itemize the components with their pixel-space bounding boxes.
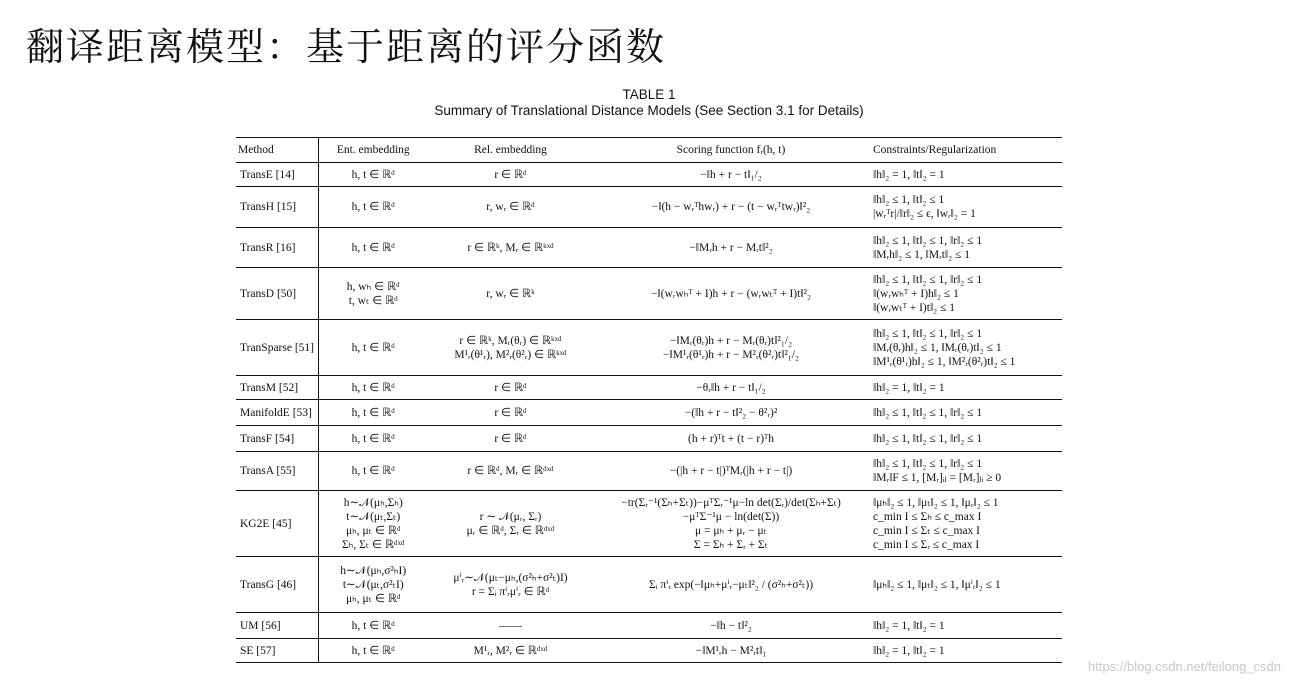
cons-cell (869, 228, 1062, 268)
ent-cell (318, 639, 428, 663)
score-cell (593, 613, 869, 639)
cons-cell (869, 491, 1062, 557)
rel-line: r ∈ ℝᵈ (494, 168, 527, 181)
score-cell (593, 639, 869, 663)
ent-line: h, t ∈ ℝᵈ (351, 619, 395, 632)
table-row (236, 491, 1062, 557)
rel-cell (428, 613, 593, 639)
rel-cell (428, 639, 593, 663)
cons-cell (869, 376, 1062, 400)
cons-cell (869, 320, 1062, 376)
ent-cell (318, 163, 428, 187)
score-cell (593, 400, 869, 426)
ent-line: h, t ∈ ℝᵈ (351, 341, 395, 354)
table-row (236, 639, 1062, 663)
ent-cell (318, 426, 428, 452)
method-cell: TransM [52] (236, 376, 318, 400)
rel-line: r ∈ ℝᵈ (494, 381, 527, 394)
ent-line: h, t ∈ ℝᵈ (351, 241, 395, 254)
ent-cell (318, 557, 428, 613)
rel-line: M¹ᵣ(θ¹ᵣ), M²ᵣ(θ²ᵣ) ∈ ℝᵏˣᵈ (454, 348, 567, 361)
ent-line: h, t ∈ ℝᵈ (351, 406, 395, 419)
rel-line: μⁱᵣ∼𝒩(μₜ−μₕ,(σ²ₕ+σ²ₜ)I) (453, 571, 568, 584)
ent-line: h, wₕ ∈ ℝᵈ (346, 280, 400, 293)
cons-line: ‖Mᵣh‖₂ ≤ 1, ‖Mᵣt‖₂ ≤ 1 (873, 248, 970, 261)
table-caption-label: TABLE 1 (622, 87, 676, 102)
score-line: −‖h − t‖²₂ (710, 619, 752, 632)
cons-line: ‖Mᵣ(θᵣ)h‖₂ ≤ 1, ‖Mᵣ(θᵣ)t‖₂ ≤ 1 (873, 341, 1002, 354)
ent-line: h∼𝒩(μₕ,Σₕ) (343, 496, 403, 509)
cons-line: ‖h‖₂ ≤ 1, ‖t‖₂ ≤ 1, ‖r‖₂ ≤ 1 (873, 327, 983, 340)
cons-line: ‖h‖₂ ≤ 1, ‖t‖₂ ≤ 1, ‖r‖₂ ≤ 1 (873, 406, 983, 419)
cons-line: ‖h‖₂ = 1, ‖t‖₂ = 1 (873, 619, 945, 632)
table-row (236, 426, 1062, 452)
cons-line: ‖M¹ᵣ(θ¹ᵣ)h‖₂ ≤ 1, ‖M²ᵣ(θ²ᵣ)t‖₂ ≤ 1 (873, 355, 1016, 368)
score-cell (593, 320, 869, 376)
cons-cell (869, 452, 1062, 491)
rel-cell (428, 452, 593, 491)
method-cell: TransF [54] (236, 426, 318, 452)
rel-line: r ∈ ℝᵈ, Mᵣ ∈ ℝᵈˣᵈ (467, 465, 554, 477)
score-line: −‖(h − wᵣᵀhwᵣ) + r − (t − wᵣᵀtwᵣ)‖²₂ (651, 201, 811, 213)
table-row (236, 613, 1062, 639)
score-line: (h + r)ᵀt + (t − r)ᵀh (688, 432, 774, 445)
ent-cell (318, 400, 428, 426)
rel-cell (428, 426, 593, 452)
rel-line: r ∈ ℝᵈ (494, 406, 527, 419)
score-line: −θᵣ‖h + r − t‖₁/₂ (696, 381, 766, 394)
rel-cell (428, 268, 593, 320)
score-line: −tr(Σᵣ⁻¹(Σₕ+Σₜ))−μᵀΣᵣ⁻¹μ−ln det(Σᵣ)/det(Σₕ+Σₜ) (621, 496, 841, 509)
ent-line: h, t ∈ ℝᵈ (351, 465, 395, 477)
table-row (236, 452, 1062, 491)
rel-cell (428, 400, 593, 426)
col-header-score: Scoring function fᵣ(h, t) (593, 138, 869, 163)
cons-line: ‖(wᵣwₜᵀ + I)t‖₂ ≤ 1 (873, 301, 956, 314)
table-header-row (236, 138, 1062, 163)
table-caption-text: Summary of Translational Distance Models (See Section 3.1 for Details) (434, 103, 864, 118)
method-cell: TranSparse [51] (236, 320, 318, 376)
method-cell: TransR [16] (236, 228, 318, 268)
ent-line: t∼𝒩(μₜ,Σₜ) (346, 510, 401, 523)
score-line: −‖Mᵣ(θᵣ)h + r − Mᵣ(θᵣ)t‖²₁/₂ (669, 334, 793, 347)
rel-line: μᵣ ∈ ℝᵈ, Σᵣ ∈ ℝᵈˣᵈ (466, 524, 555, 537)
method-cell: ManifoldE [53] (236, 400, 318, 426)
cons-line: ‖h‖₂ ≤ 1, ‖t‖₂ ≤ 1, ‖r‖₂ ≤ 1 (873, 432, 983, 445)
ent-cell (318, 187, 428, 228)
cons-line: ‖h‖₂ ≤ 1, ‖t‖₂ ≤ 1 (873, 194, 945, 206)
score-cell (593, 376, 869, 400)
cons-line: |wᵣᵀr|/‖r‖₂ ≤ ϵ, ‖wᵣ‖₂ = 1 (873, 208, 976, 220)
col-header-rel: Rel. embedding (428, 138, 593, 163)
col-header-cons: Constraints/Regularization (869, 138, 1062, 163)
cons-cell (869, 426, 1062, 452)
cons-line: ‖h‖₂ = 1, ‖t‖₂ = 1 (873, 168, 945, 181)
score-line: −‖h + r − t‖₁/₂ (700, 168, 762, 181)
method-cell: TransG [46] (236, 557, 318, 613)
rel-line: r ∈ ℝᵈ (494, 432, 527, 445)
rel-cell (428, 228, 593, 268)
rel-cell (428, 557, 593, 613)
col-header-ent: Ent. embedding (318, 138, 428, 163)
ent-line: h, t ∈ ℝᵈ (351, 201, 395, 213)
cons-line: ‖h‖₂ ≤ 1, ‖t‖₂ ≤ 1, ‖r‖₂ ≤ 1 (873, 234, 983, 247)
method-cell: TransD [50] (236, 268, 318, 320)
slide-title: 翻译距离模型：基于距离的评分函数 (26, 25, 667, 69)
watermark: https://blog.csdn.net/feilong_csdn (1088, 659, 1281, 674)
rel-cell (428, 491, 593, 557)
score-line: −‖M¹ᵣh − M²ᵣt‖₁ (695, 644, 767, 657)
ent-cell (318, 268, 428, 320)
ent-line: t∼𝒩(μₜ,σ²ₜI) (342, 578, 404, 591)
cons-line: ‖μₕ‖₂ ≤ 1, ‖μₜ‖₂ ≤ 1, ‖μⁱᵣ‖₂ ≤ 1 (873, 578, 1001, 591)
cons-line: ‖h‖₂ ≤ 1, ‖t‖₂ ≤ 1, ‖r‖₂ ≤ 1 (873, 458, 983, 470)
cons-line: ‖Mᵣ‖F ≤ 1, [Mᵣ]ᵢⱼ = [Mᵣ]ⱼᵢ ≥ 0 (873, 472, 1002, 484)
table-body (236, 163, 1062, 663)
cons-line: c_min I ≤ Σᵣ ≤ c_max I (873, 538, 980, 551)
score-line: Σ = Σₕ + Σᵣ + Σₜ (693, 538, 769, 551)
ent-cell (318, 491, 428, 557)
table-row (236, 320, 1062, 376)
table-row (236, 228, 1062, 268)
rel-line: r ∼ 𝒩(μᵣ, Σᵣ) (479, 510, 542, 523)
table-row (236, 376, 1062, 400)
cons-line: ‖(wᵣwₕᵀ + I)h‖₂ ≤ 1 (873, 287, 959, 300)
cons-cell (869, 639, 1062, 663)
score-cell (593, 228, 869, 268)
rel-line: M¹ᵣ, M²ᵣ ∈ ℝᵈˣᵈ (473, 644, 548, 657)
ent-cell (318, 228, 428, 268)
ent-line: μₕ, μₜ ∈ ℝᵈ (345, 592, 401, 605)
table-row (236, 187, 1062, 228)
ent-line: t, wₜ ∈ ℝᵈ (348, 294, 398, 307)
ent-line: h, t ∈ ℝᵈ (351, 168, 395, 181)
method-cell: SE [57] (236, 639, 318, 663)
score-cell (593, 268, 869, 320)
cons-line: ‖h‖₂ ≤ 1, ‖t‖₂ ≤ 1, ‖r‖₂ ≤ 1 (873, 273, 983, 286)
score-cell (593, 426, 869, 452)
method-cell: TransE [14] (236, 163, 318, 187)
score-line: −(‖h + r − t‖²₂ − θ²ᵣ)² (684, 406, 778, 419)
cons-line: ‖μₕ‖₂ ≤ 1, ‖μₜ‖₂ ≤ 1, ‖μᵣ‖₂ ≤ 1 (873, 496, 999, 509)
models-table (236, 137, 1062, 663)
table-caption (236, 87, 1062, 119)
method-cell: KG2E [45] (236, 491, 318, 557)
cons-cell (869, 268, 1062, 320)
cons-line: c_min I ≤ Σₜ ≤ c_max I (873, 524, 981, 537)
score-cell (593, 557, 869, 613)
ent-line: h, t ∈ ℝᵈ (351, 381, 395, 394)
col-header-method: Method (236, 138, 318, 163)
score-line: −(|h + r − t|)ᵀMᵣ(|h + r − t|) (669, 465, 793, 477)
rel-line: r ∈ ℝᵏ, Mᵣ ∈ ℝᵏˣᵈ (467, 241, 554, 254)
method-cell: TransH [15] (236, 187, 318, 228)
method-cell: UM [56] (236, 613, 318, 639)
table-row (236, 163, 1062, 187)
table-row (236, 557, 1062, 613)
method-cell: TransA [55] (236, 452, 318, 491)
table-row (236, 268, 1062, 320)
score-cell (593, 491, 869, 557)
cons-cell (869, 187, 1062, 228)
rel-cell (428, 163, 593, 187)
score-line: −‖(wᵣwₕᵀ + I)h + r − (wᵣwₜᵀ + I)t‖²₂ (651, 287, 811, 300)
score-line: −μᵀΣ⁻¹μ − ln(det(Σ)) (682, 510, 780, 523)
rel-line: r, wᵣ ∈ ℝᵈ (486, 201, 535, 213)
cons-line: ‖h‖₂ = 1, ‖t‖₂ = 1 (873, 644, 945, 657)
ent-line: h, t ∈ ℝᵈ (351, 432, 395, 445)
table-row (236, 400, 1062, 426)
cons-cell (869, 400, 1062, 426)
ent-line: h∼𝒩(μₕ,σ²ₕI) (340, 564, 407, 577)
rel-line: r = Σᵢ πⁱᵣμⁱᵣ ∈ ℝᵈ (471, 585, 550, 598)
ent-line: Σₕ, Σₜ ∈ ℝᵈˣᵈ (341, 538, 405, 551)
score-line: −‖M¹ᵣ(θ¹ᵣ)h + r − M²ᵣ(θ²ᵣ)t‖²₁/₂ (663, 348, 799, 361)
cons-cell (869, 613, 1062, 639)
cons-line: ‖h‖₂ = 1, ‖t‖₂ = 1 (873, 381, 945, 394)
score-line: −‖Mᵣh + r − Mᵣt‖²₂ (689, 241, 773, 254)
score-cell (593, 452, 869, 491)
cons-line: c_min I ≤ Σₕ ≤ c_max I (873, 510, 982, 523)
rel-cell (428, 376, 593, 400)
score-cell (593, 187, 869, 228)
score-line: Σᵢ πⁱᵣ exp(−‖μₕ+μⁱᵣ−μₜ‖²₂ / (σ²ₕ+σ²ₜ)) (648, 578, 814, 591)
cons-cell (869, 163, 1062, 187)
score-line: μ = μₕ + μᵣ − μₜ (694, 524, 768, 537)
ent-cell (318, 376, 428, 400)
rel-line: r ∈ ℝᵏ, Mᵣ(θᵣ) ∈ ℝᵏˣᵈ (459, 334, 562, 347)
rel-cell (428, 187, 593, 228)
rel-cell (428, 320, 593, 376)
ent-cell (318, 452, 428, 491)
ent-line: h, t ∈ ℝᵈ (351, 644, 395, 657)
cons-cell (869, 557, 1062, 613)
ent-cell (318, 320, 428, 376)
rel-line: —— (499, 619, 522, 632)
ent-line: μₕ, μₜ ∈ ℝᵈ (345, 524, 401, 537)
rel-line: r, wᵣ ∈ ℝᵏ (486, 287, 535, 300)
ent-cell (318, 613, 428, 639)
score-cell (593, 163, 869, 187)
